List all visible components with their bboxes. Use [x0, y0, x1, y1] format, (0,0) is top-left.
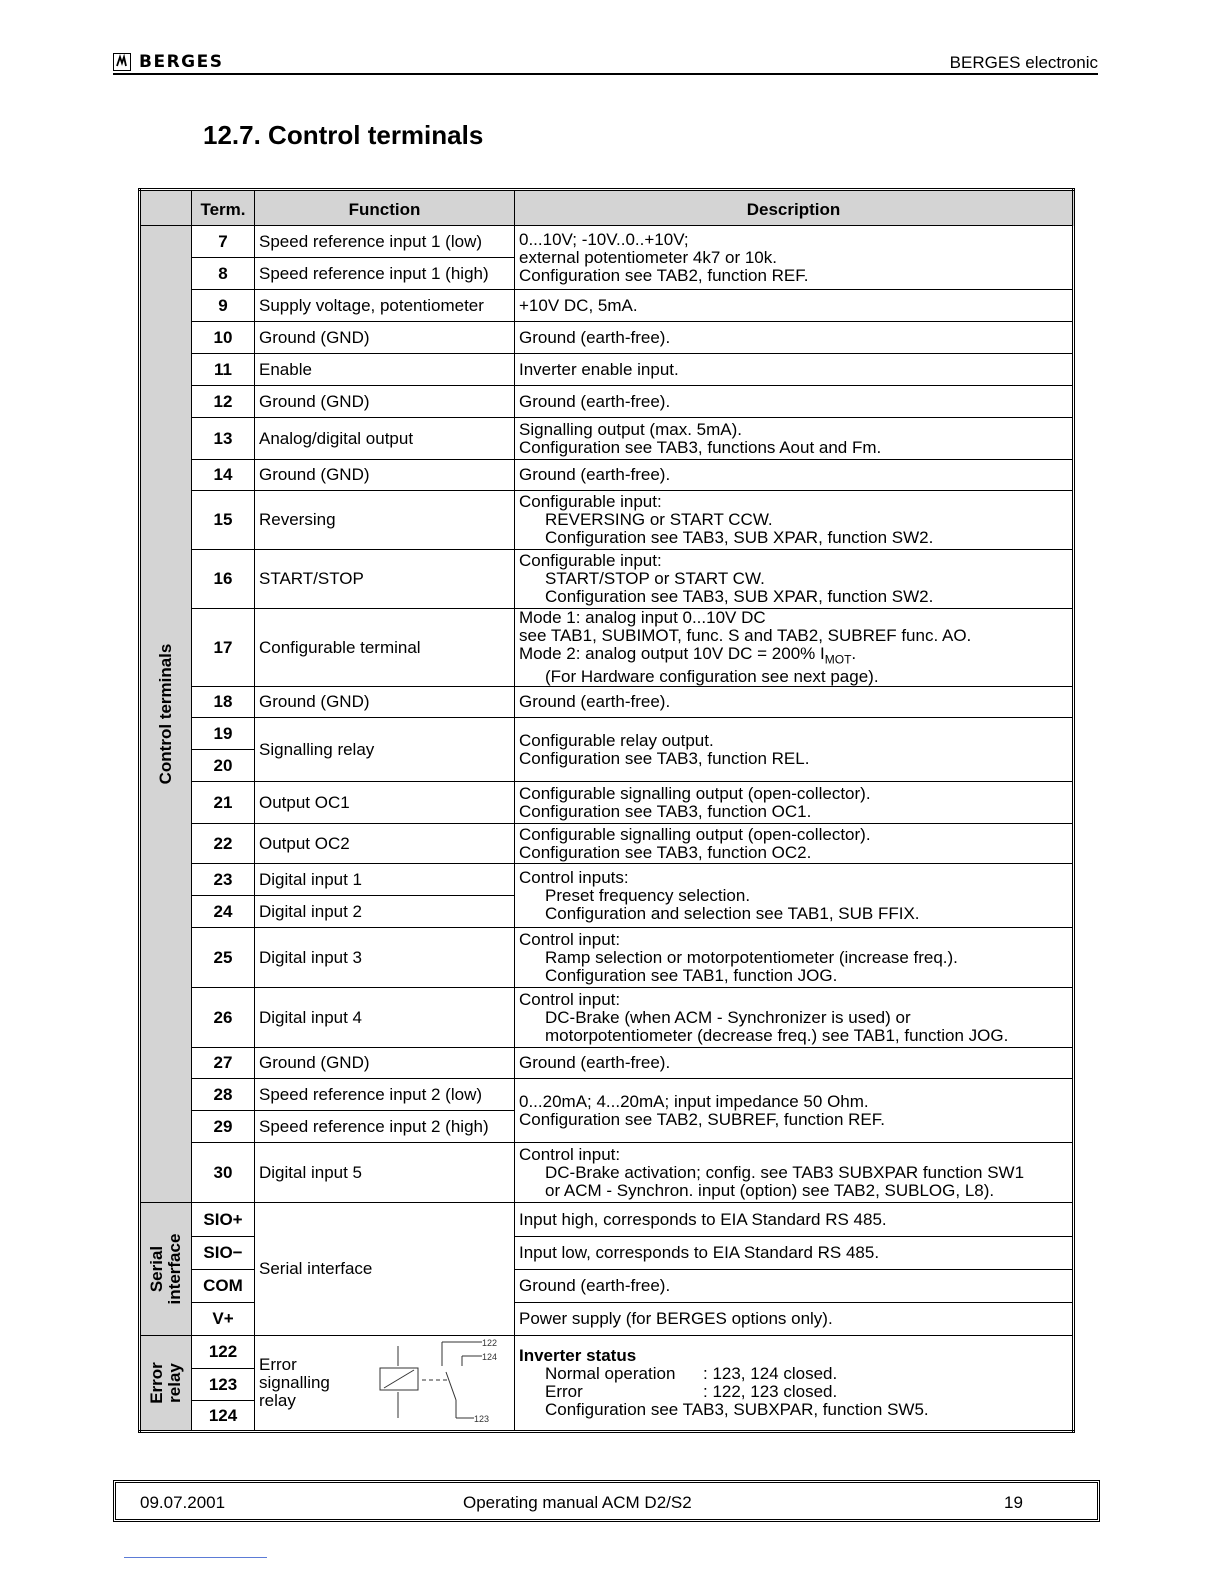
description-cell: Input high, corresponds to EIA Standard RS 485.: [515, 1203, 1074, 1237]
term-cell: 28: [192, 1079, 255, 1111]
table-row: [140, 687, 1074, 718]
table-row: [140, 718, 1074, 750]
term-cell: COM: [192, 1270, 255, 1303]
function-cell: Analog/digital output: [255, 418, 515, 460]
table-row: [140, 609, 1074, 687]
footer-date: 09.07.2001: [140, 1493, 226, 1512]
term-cell: 13: [192, 418, 255, 460]
function-cell: Output OC2: [255, 824, 515, 864]
function-cell: Ground (GND): [255, 386, 515, 418]
group-serial-interface: Serial interface: [140, 1203, 192, 1336]
table-row: [140, 1048, 1074, 1079]
term-cell: SIO+: [192, 1203, 255, 1237]
group-control-terminals: Control terminals: [140, 226, 192, 1203]
function-cell: Digital input 2: [255, 896, 515, 928]
description-cell: Signalling output (max. 5mA). Configuration see TAB3, functions Aout and Fm.: [515, 418, 1074, 460]
table-header-row: [140, 190, 1074, 226]
function-cell: Reversing: [255, 491, 515, 550]
description-cell: Control inputs: Preset frequency selection. Configuration and selection see TAB1, SUB FFIX.: [515, 864, 1074, 928]
function-cell: Supply voltage, potentiometer: [255, 290, 515, 322]
function-cell: Ground (GND): [255, 322, 515, 354]
term-cell: 7: [192, 226, 255, 258]
term-cell: 11: [192, 354, 255, 386]
table-row: [140, 782, 1074, 824]
function-cell: Ground (GND): [255, 687, 515, 718]
description-cell: Ground (earth-free).: [515, 386, 1074, 418]
description-cell: Configurable signalling output (open-collector). Configuration see TAB3, function OC1.: [515, 782, 1074, 824]
relay-diagram-icon: [370, 1338, 500, 1428]
table-row: [140, 824, 1074, 864]
table-row: [140, 322, 1074, 354]
description-cell: Configurable input: REVERSING or START CCW. Configuration see TAB3, SUB XPAR, function SW2.: [515, 491, 1074, 550]
term-cell: SIO−: [192, 1237, 255, 1270]
page-title: 12.7. Control terminals: [203, 120, 484, 150]
function-cell: Digital input 1: [255, 864, 515, 896]
description-cell: Inverter enable input.: [515, 354, 1074, 386]
term-cell: 16: [192, 550, 255, 609]
description-cell: Inverter status Normal operation : 123, 124 closed. Error : 122, 123 closed. Configuration see TAB3, SUBXPAR, function SW5.: [515, 1336, 1074, 1432]
description-cell: Mode 1: analog input 0...10V DC see TAB1, SUBIMOT, func. S and TAB2, SUBREF func. AO. Mode 2: analog output 10V DC = 200% $I_{MOT}$. (For Hardware configuration see next page).: [515, 609, 1074, 687]
function-cell: START/STOP: [255, 550, 515, 609]
term-cell: V+: [192, 1303, 255, 1336]
term-cell: 27: [192, 1048, 255, 1079]
term-cell: 14: [192, 460, 255, 491]
description-cell: Input low, corresponds to EIA Standard RS 485.: [515, 1237, 1074, 1270]
description-cell: Control input: DC-Brake (when ACM - Synchronizer is used) or motorpotentiometer (decrease freq.) see TAB1, function JOG.: [515, 988, 1074, 1048]
term-cell: 123: [192, 1369, 255, 1401]
header-divider: [113, 73, 1098, 75]
function-cell: Speed reference input 1 (high): [255, 258, 515, 290]
function-cell: Output OC1: [255, 782, 515, 824]
term-cell: 124: [192, 1401, 255, 1432]
svg-text:123: 123: [474, 1414, 490, 1425]
description-cell: Configurable signalling output (open-collector). Configuration see TAB3, function OC2.: [515, 824, 1074, 864]
table-row: [140, 460, 1074, 491]
function-cell: Signalling relay: [255, 718, 515, 782]
description-cell: 0...20mA; 4...20mA; input impedance 50 Ohm. Configuration see TAB2, SUBREF, function REF.: [515, 1079, 1074, 1143]
term-cell: 20: [192, 750, 255, 782]
brand-name: BERGES: [139, 52, 224, 72]
table-row: [140, 226, 1074, 258]
term-cell: 26: [192, 988, 255, 1048]
function-cell: Serial interface: [255, 1203, 515, 1336]
description-cell: Control input: DC-Brake activation; config. see TAB3 SUBXPAR function SW1 or ACM - Synchron. input (option) see TAB2, SUBLOG, L8).: [515, 1143, 1074, 1203]
table-row: [140, 290, 1074, 322]
svg-text:122: 122: [482, 1338, 498, 1349]
term-cell: 29: [192, 1111, 255, 1143]
description-cell: Ground (earth-free).: [515, 687, 1074, 718]
header-group-cell: [140, 190, 192, 226]
footer-manual: Operating manual ACM D2/S2: [463, 1493, 692, 1512]
description-cell: Power supply (for BERGES options only).: [515, 1303, 1074, 1336]
berges-logo-icon: [113, 53, 131, 71]
header-term: Term.: [192, 190, 255, 226]
description-cell: Ground (earth-free).: [515, 322, 1074, 354]
header-company: BERGES electronic: [949, 53, 1098, 72]
function-cell: Configurable terminal: [255, 609, 515, 687]
function-cell: Digital input 5: [255, 1143, 515, 1203]
function-cell: Ground (GND): [255, 1048, 515, 1079]
function-cell: Ground (GND): [255, 460, 515, 491]
term-cell: 24: [192, 896, 255, 928]
description-cell: Ground (earth-free).: [515, 1270, 1074, 1303]
term-cell: 8: [192, 258, 255, 290]
control-terminals-table: [138, 188, 1075, 1433]
term-cell: 122: [192, 1336, 255, 1369]
footer-page-number: 19: [1004, 1493, 1023, 1512]
table-row: [140, 418, 1074, 460]
table-row: [140, 550, 1074, 609]
table-row: [140, 1336, 1074, 1369]
table-row: [140, 354, 1074, 386]
function-cell: Digital input 4: [255, 988, 515, 1048]
term-cell: 10: [192, 322, 255, 354]
term-cell: 17: [192, 609, 255, 687]
table-row: [140, 386, 1074, 418]
term-cell: 9: [192, 290, 255, 322]
table-row: [140, 1143, 1074, 1203]
description-cell: Configurable input: START/STOP or START CW. Configuration see TAB3, SUB XPAR, function SW2.: [515, 550, 1074, 609]
term-cell: 15: [192, 491, 255, 550]
function-cell: Enable: [255, 354, 515, 386]
header-brand: [113, 52, 223, 72]
function-cell: Speed reference input 2 (low): [255, 1079, 515, 1111]
table-row: [140, 1079, 1074, 1111]
function-cell: Speed reference input 2 (high): [255, 1111, 515, 1143]
term-cell: 23: [192, 864, 255, 896]
header-function: Function: [255, 190, 515, 226]
description-cell: Control input: Ramp selection or motorpotentiometer (increase freq.). Configuration see TAB1, function JOG.: [515, 928, 1074, 988]
description-cell: Ground (earth-free).: [515, 460, 1074, 491]
term-cell: 22: [192, 824, 255, 864]
svg-text:124: 124: [482, 1352, 498, 1363]
term-cell: 25: [192, 928, 255, 988]
description-cell: Configurable relay output. Configuration see TAB3, function REL.: [515, 718, 1074, 782]
term-cell: 21: [192, 782, 255, 824]
description-cell: 0...10V; -10V..0..+10V; external potentiometer 4k7 or 10k. Configuration see TAB2, function REF.: [515, 226, 1074, 290]
term-cell: 12: [192, 386, 255, 418]
term-cell: 30: [192, 1143, 255, 1203]
description-cell: +10V DC, 5mA.: [515, 290, 1074, 322]
table-row: [140, 864, 1074, 896]
table-row: [140, 928, 1074, 988]
term-cell: 19: [192, 718, 255, 750]
page-footer: [113, 1480, 1100, 1522]
table-row: [140, 988, 1074, 1048]
link-underline: [124, 1557, 267, 1558]
table-row: [140, 491, 1074, 550]
group-error-relay: Error relay: [140, 1336, 192, 1432]
term-cell: 18: [192, 687, 255, 718]
function-cell: Speed reference input 1 (low): [255, 226, 515, 258]
table-row: [140, 1203, 1074, 1237]
description-cell: Ground (earth-free).: [515, 1048, 1074, 1079]
function-cell: Error signalling relay 122 124 123: [255, 1336, 515, 1432]
header-description: Description: [515, 190, 1074, 226]
function-cell: Digital input 3: [255, 928, 515, 988]
